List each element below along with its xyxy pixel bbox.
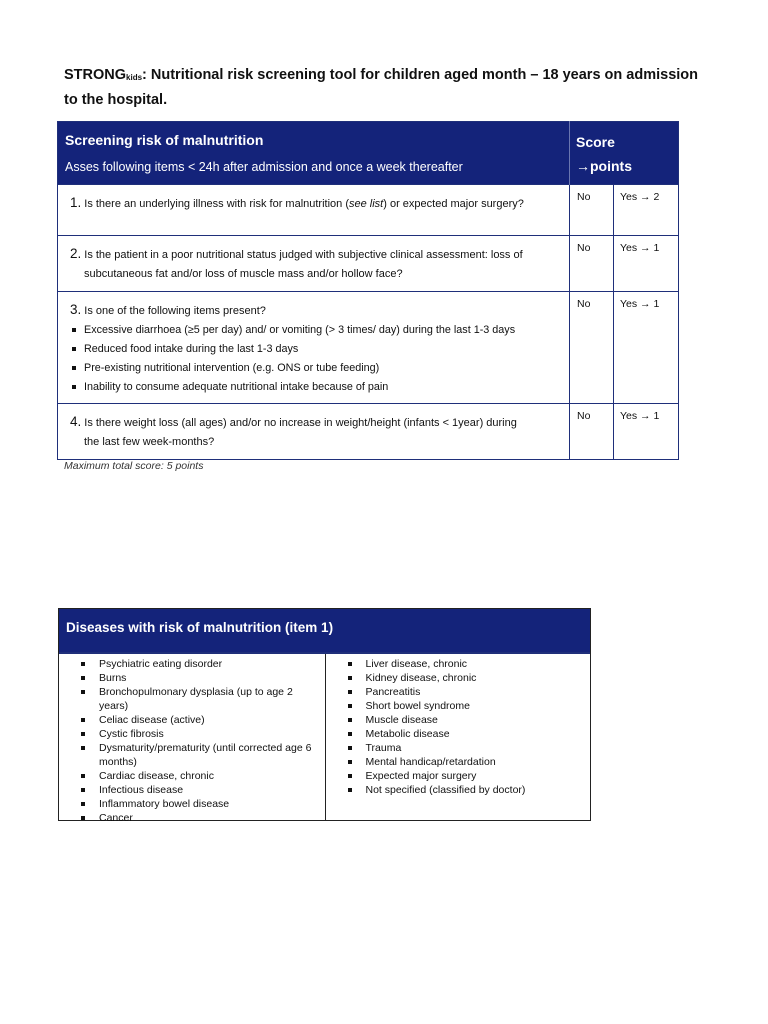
- heading-prefix: STRONG: [64, 67, 127, 83]
- list-item: Pre-existing nutritional intervention (e.g. ONS or tube feeding): [72, 359, 559, 378]
- list-item: Cystic fibrosis: [81, 727, 319, 741]
- list-item: Not specified (classified by doctor): [348, 783, 585, 797]
- screening-title: Screening risk of malnutrition: [65, 132, 264, 148]
- question-text-emphasis: see list: [349, 198, 384, 210]
- score-header: [570, 122, 679, 185]
- screening-header: [58, 122, 679, 185]
- list-item: Liver disease, chronic: [348, 657, 585, 671]
- list-item: Cardiac disease, chronic: [81, 769, 319, 783]
- answer-yes: Yes → 1: [614, 292, 679, 404]
- list-item: Cancer: [81, 811, 319, 825]
- list-item: Excessive diarrhoea (≥5 per day) and/ or vomiting (> 3 times/ day) during the last 1-3 days: [72, 321, 559, 340]
- list-item: Metabolic disease: [348, 727, 585, 741]
- question-row-1: [58, 185, 679, 236]
- list-item: Celiac disease (active): [81, 713, 319, 727]
- disease-table: [58, 608, 591, 824]
- question-text-continued: the last few week-months?: [84, 436, 215, 448]
- disease-column-left: [59, 654, 325, 824]
- list-item: Psychiatric eating disorder: [81, 657, 319, 671]
- list-item: Burns: [81, 671, 319, 685]
- list-item: Short bowel syndrome: [348, 699, 585, 713]
- question-row-4: [58, 404, 679, 460]
- question-3-items: [70, 321, 559, 397]
- list-item: Kidney disease, chronic: [348, 671, 585, 685]
- answer-no: No: [570, 236, 614, 292]
- heading-text: : Nutritional risk screening tool for children aged month – 18 years on admission to the hospital.: [64, 67, 698, 108]
- disease-table-body: [59, 652, 590, 824]
- question-4: [58, 404, 570, 460]
- list-item: Bronchopulmonary dysplasia (up to age 2 years): [81, 685, 319, 713]
- question-number: 4.: [70, 414, 82, 429]
- heading-subscript: kids: [126, 73, 143, 82]
- list-item: Reduced food intake during the last 1-3 days: [72, 340, 559, 359]
- list-item: Inflammatory bowel disease: [81, 797, 319, 811]
- list-item: Inability to consume adequate nutritional intake because of pain: [72, 378, 559, 397]
- screening-table: [57, 121, 679, 460]
- question-text: Is one of the following items present?: [84, 305, 266, 317]
- score-label: Score: [576, 134, 615, 150]
- list-item: Expected major surgery: [348, 769, 585, 783]
- answer-yes: Yes → 1: [614, 236, 679, 292]
- answer-no: No: [570, 292, 614, 404]
- disease-table-title: Diseases with risk of malnutrition (item 1): [59, 609, 590, 652]
- disease-list-left: [81, 657, 319, 825]
- list-item: Muscle disease: [348, 713, 585, 727]
- question-1: [58, 185, 570, 236]
- document-heading: [64, 64, 704, 112]
- question-number: 2.: [70, 246, 82, 261]
- disease-list-right: [348, 657, 585, 797]
- list-item: Infectious disease: [81, 783, 319, 797]
- question-row-2: [58, 236, 679, 292]
- answer-yes: Yes → 2: [614, 185, 679, 236]
- question-number: 1.: [70, 195, 82, 210]
- max-score-note: Maximum total score: 5 points: [64, 460, 204, 472]
- disease-column-right: [325, 654, 591, 820]
- list-item: Trauma: [348, 741, 585, 755]
- question-row-3: [58, 292, 679, 404]
- screening-subtitle: Asses following items < 24h after admission and once a week thereafter: [65, 160, 463, 174]
- answer-no: No: [570, 185, 614, 236]
- question-3: [58, 292, 570, 404]
- list-item: Pancreatitis: [348, 685, 585, 699]
- points-label: →points: [576, 158, 632, 174]
- screening-header-main: [58, 122, 570, 185]
- question-text: Is the patient in a poor nutritional status judged with subjective clinical assessment: loss of: [84, 249, 523, 261]
- answer-no: No: [570, 404, 614, 460]
- answer-yes: Yes → 1: [614, 404, 679, 460]
- list-item: Dysmaturity/prematurity (until corrected age 6 months): [81, 741, 319, 769]
- question-text: Is there an underlying illness with risk for malnutrition (: [84, 198, 349, 210]
- question-number: 3.: [70, 302, 82, 317]
- question-text-continued: subcutaneous fat and/or loss of muscle mass and/or hollow face?: [84, 268, 403, 280]
- question-2: [58, 236, 570, 292]
- list-item: Mental handicap/retardation: [348, 755, 585, 769]
- question-text: ) or expected major surgery?: [383, 198, 524, 210]
- question-text: Is there weight loss (all ages) and/or no increase in weight/height (infants < 1year) during: [84, 417, 517, 429]
